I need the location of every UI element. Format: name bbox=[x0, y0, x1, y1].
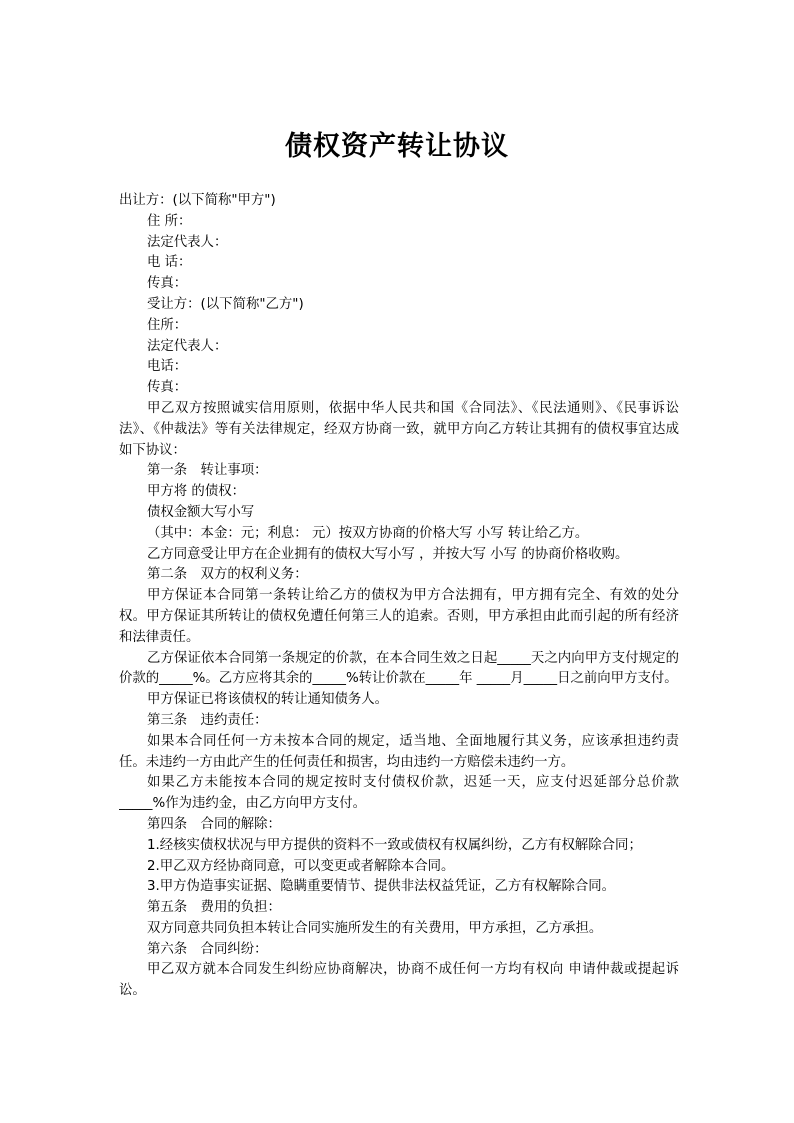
text-line: 第四条 合同的解除： bbox=[147, 816, 281, 832]
text-line: 法定代表人： bbox=[147, 234, 228, 250]
paragraph: 如果乙方未能按本合同的规定按时支付债权价款，迟延一天，应支付迟延部分总价款_____%作为违约金，由乙方向甲方支付。 bbox=[119, 775, 679, 812]
text-line: 2.甲乙双方经协商同意，可以变更或者解除本合同。 bbox=[147, 858, 455, 874]
paragraph: 甲方保证本合同第一条转让给乙方的债权为甲方合法拥有，甲方拥有完全、有效的处分权。甲方保证其所转让的债权免遭任何第三人的追索。否则，甲方承担由此而引起的所有经济和法律责任。 bbox=[119, 588, 679, 645]
text-line: 第五条 费用的负担： bbox=[147, 900, 281, 916]
paragraph: 甲乙双方按照诚实信用原则，依据中华人民共和国《合同法》、《民法通则》、《民事诉讼法》、《仲裁法》等有关法律规定，经双方协商一致，就甲方向乙方转让其拥有的债权事宜达成如下协议： bbox=[119, 400, 679, 458]
text-line: 第二条 双方的权利义务： bbox=[147, 567, 308, 583]
text-line: 乙方同意受让甲方在企业拥有的债权大写小写 ，并按大写 小写 的协商价格收购。 bbox=[147, 546, 629, 562]
paragraph: 乙方保证依本合同第一条规定的价款，在本合同生效之日起_____天之内向甲方支付规定的价款的_____%。乙方应将其余的_____%转让价款在_____年 _____月_____日之前向甲方支付。 bbox=[119, 650, 679, 687]
text-line: 传真： bbox=[147, 276, 188, 292]
text-line: 法定代表人： bbox=[147, 338, 228, 354]
text-line: 电话： bbox=[147, 359, 188, 375]
text-line: 第一条 转让事项： bbox=[147, 463, 268, 479]
text-line: 甲方保证已将该债权的转让通知债务人。 bbox=[147, 692, 389, 708]
document-body bbox=[119, 191, 679, 1002]
text-line: （其中：本金：元；利息： 元）按双方协商的价格大写 小写 转让给乙方。 bbox=[147, 525, 589, 541]
text-line: 住 所： bbox=[147, 213, 192, 229]
text-line: 债权金额大写小写 bbox=[147, 504, 255, 520]
document-title: 债权资产转让协议 bbox=[285, 131, 509, 162]
text-line: 传真： bbox=[147, 380, 188, 396]
text-line: 3.甲方伪造事实证据、隐瞒重要情节、提供非法权益凭证，乙方有权解除合同。 bbox=[147, 879, 616, 895]
text-line: 双方同意共同负担本转让合同实施所发生的有关费用，甲方承担，乙方承担。 bbox=[147, 920, 603, 936]
text-line: 出让方：(以下简称"甲方") bbox=[119, 193, 276, 208]
paragraph: 甲乙双方就本合同发生纠纷应协商解决，协商不成任何一方均有权向 申请仲裁或提起诉讼。 bbox=[119, 962, 679, 999]
text-line: 甲方将 的债权： bbox=[147, 484, 245, 500]
text-line: 电 话： bbox=[147, 255, 192, 271]
text-line: 受让方：(以下简称"乙方") bbox=[147, 296, 304, 312]
text-line: 第三条 违约责任： bbox=[147, 712, 268, 728]
text-line: 1.经核实债权状况与甲方提供的资料不一致或债权有权属纠纷，乙方有权解除合同； bbox=[147, 837, 642, 853]
text-line: 住所： bbox=[147, 317, 188, 333]
paragraph: 如果本合同任何一方未按本合同的规定，适当地、全面地履行其义务，应该承担违约责任。未违约一方由此产生的任何责任和损害，均由违约一方赔偿未违约一方。 bbox=[119, 733, 679, 770]
text-line: 第六条 合同纠纷： bbox=[147, 941, 268, 957]
